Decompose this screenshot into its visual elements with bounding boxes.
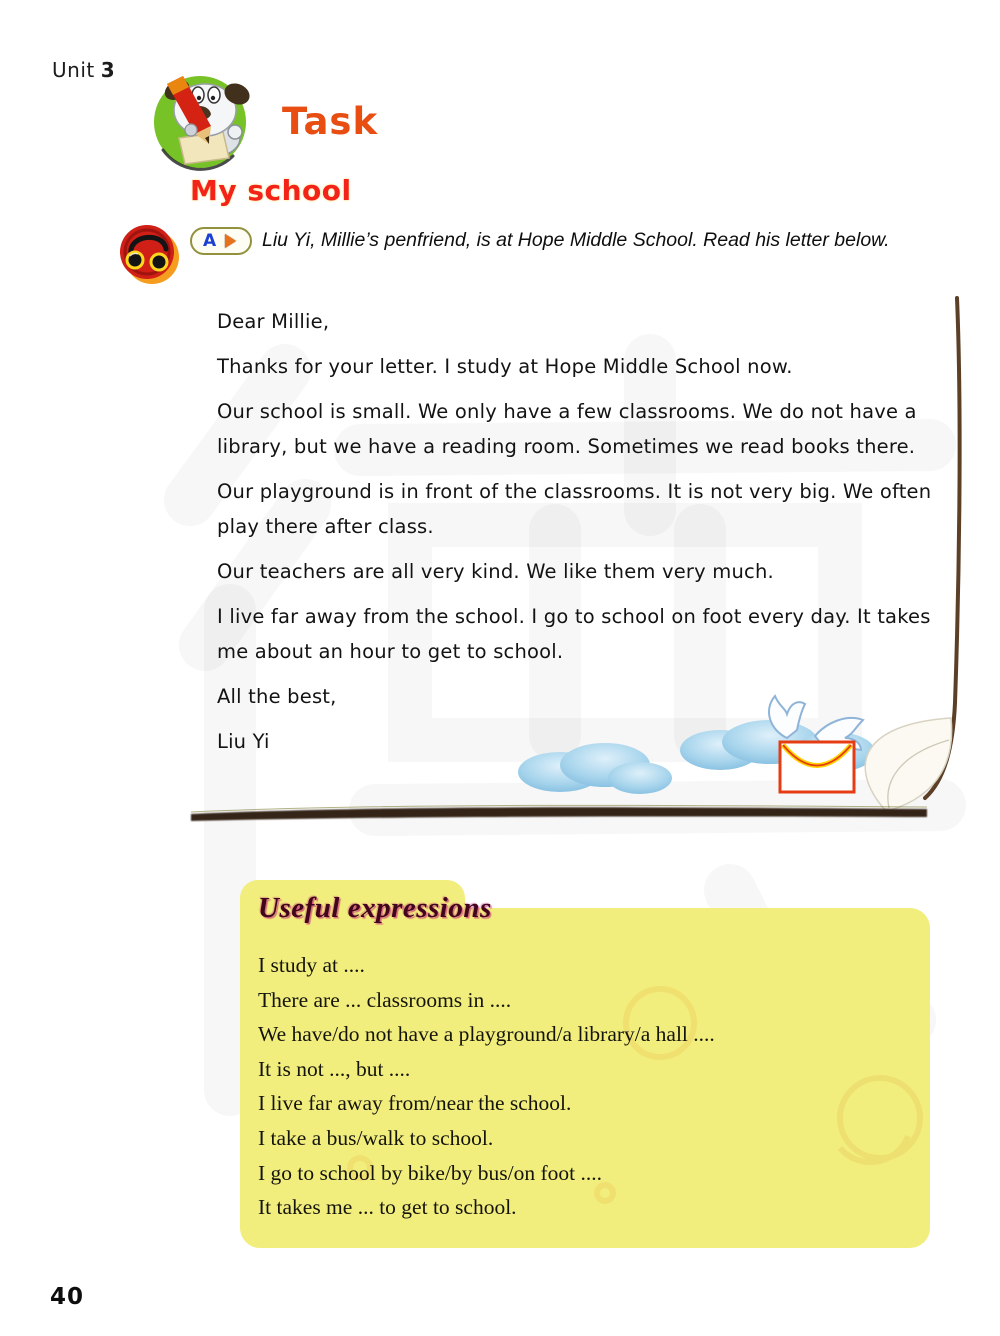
letter-body (217, 304, 945, 769)
expression-item: It takes me ... to get to school. (258, 1195, 517, 1220)
letter-paper (185, 288, 970, 833)
letter-signature: Liu Yi (217, 730, 270, 753)
expression-item: I take a bus/walk to school. (258, 1125, 494, 1150)
letter-salutation: Dear Millie, (217, 310, 330, 333)
letter-paragraph: Thanks for your letter. I study at Hope Middle School now. (217, 355, 793, 378)
unit-word: Unit (52, 58, 95, 82)
page-number: 40 (50, 1284, 85, 1310)
expression-item: I study at .... (258, 953, 365, 977)
useful-expressions-title: Useful expressions (258, 892, 492, 924)
unit-number: 3 (100, 58, 116, 82)
letter-paragraph: Our playground is in front of the classrooms. It is not very big. We often play there after class. (217, 480, 932, 538)
letter-paragraph: Our school is small. We only have a few classrooms. We do not have a library, but we have a reading room. Sometimes we read books there. (217, 400, 917, 458)
expression-item: There are ... classrooms in .... (258, 987, 512, 1012)
headphones-icon (116, 221, 182, 287)
letter-paragraph: I live far away from the school. I go to school on foot every day. It takes me about an hour to get to school. (217, 605, 931, 663)
expression-item: I live far away from/near the school. (258, 1091, 572, 1116)
dog-with-pencil-icon (143, 70, 261, 176)
exercise-letter: A (203, 230, 217, 251)
expression-item: We have/do not have a playground/a library/a hall .... (258, 1022, 715, 1047)
useful-expressions-list (258, 948, 908, 1225)
unit-label (52, 58, 115, 82)
exercise-a-button (190, 227, 252, 255)
section-title: Task (282, 100, 379, 143)
expression-item: It is not ..., but .... (258, 1056, 411, 1081)
instruction-text: Liu Yi, Millie’s penfriend, is at Hope Middle School. Read his letter below. (262, 229, 890, 251)
lesson-title: My school (190, 174, 352, 207)
letter-paragraph: Our teachers are all very kind. We like them very much. (217, 560, 774, 583)
expression-item: I go to school by bike/by bus/on foot .... (258, 1160, 602, 1185)
letter-closing: All the best, (217, 685, 337, 708)
play-triangle-icon (225, 234, 236, 248)
